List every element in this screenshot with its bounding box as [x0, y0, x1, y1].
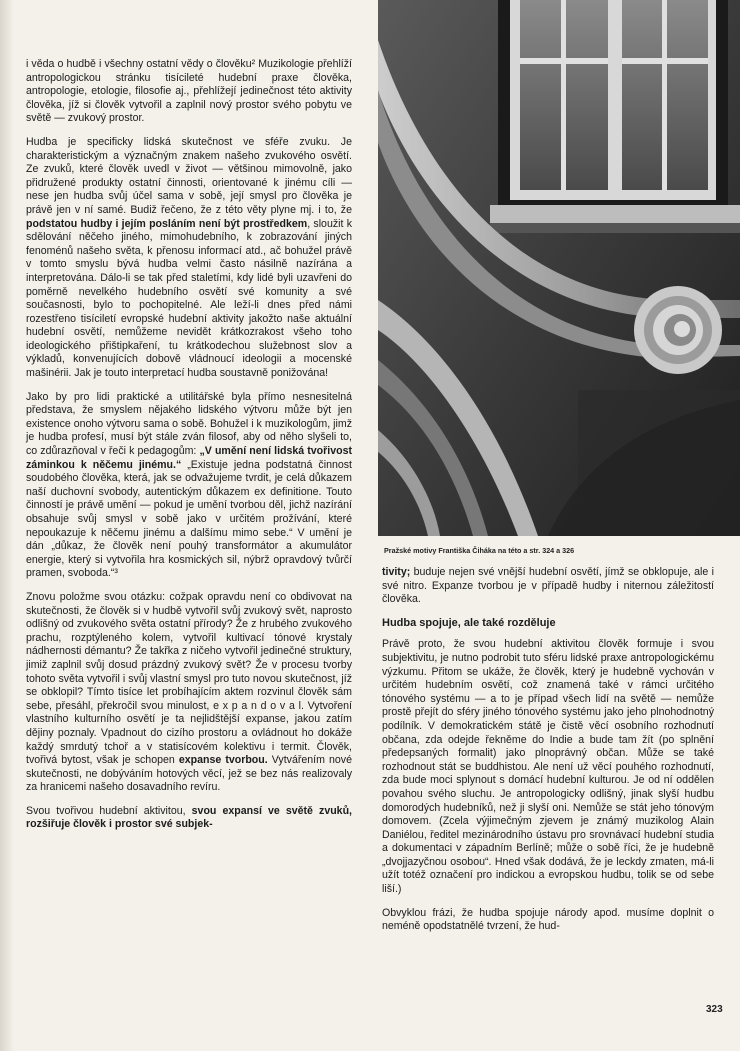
section-heading: Hudba spojuje, ale také rozděluje: [382, 616, 556, 629]
right-paragraph-1: [382, 566, 714, 607]
left-paragraph-5: [26, 805, 352, 832]
left-paragraph-4-text-c: Vytvářením nové skutečnosti, ne dobýváním hotových věcí, jež se bez nás realizovaly za hranicemi našeho dosavadního revíru.: [26, 754, 352, 794]
architecture-photo: [378, 0, 740, 536]
left-paragraph-3-text-c: „Existuje jedna podstatná činnost soudobého člověka, která, jak se odvažujeme tvrdit, je celá důkazem naší duchovní svobody, autentickým důkazem ex definitione. Touto činností je právě umění — pokud je umění tvorbou děl, jichž nazírání obsahuje svůj smysl v sobě jako v určitém prožívání, které nepoukazuje k něčemu jinému a dalšímu mimo sebe.“ V umění je dán „důkaz, že člověk není pouhý transformátor a akumulátor energie, který si vytvořila hra kosmických sil, nýbrž opravdový tvůrčí pramen, svoboda.“³: [26, 458, 352, 580]
right-paragraph-1-text: buduje nejen své vnější hudební osvětí, jímž se obklopuje, ale i své nitro. Expanze tvorbou je v případě hudby i niternou záležitostí člověka.: [382, 566, 714, 606]
left-paragraph-5-text-a: Svou tvořivou hudební aktivitou,: [26, 804, 192, 817]
page-number: 323: [706, 1004, 723, 1015]
baroque-window-illustration: [378, 0, 740, 536]
left-paragraph-3: [26, 391, 352, 581]
left-paragraph-4: [26, 591, 352, 795]
left-paragraph-2-text-a: Hudba je specificky lidská skutečnost ve sféře zvuku. Je charakteristickým a význačným znakem našeho zvukového osvětí. Ze zvuků, které člověk uvedl v život — většinou mimovolně, jako přidružené produkty ostatní činnosti, orientované k jinému cíli — nese jen hudba svůj účel sama v sobě, její smysl pro člověka je právě jen v ní samé. Budiž řečeno, že z této věty plyne mj. i to, že: [26, 135, 352, 216]
right-paragraph-3: Obvyklou frázi, že hudba spojuje národy apod. musíme doplnit o neméně opodstatnělé tvrzení, že hud-: [382, 906, 714, 933]
left-paragraph-2: [26, 136, 352, 381]
right-text-column: [382, 566, 714, 944]
left-paragraph-3-bold: „V umění není lidská tvořivost záminkou k něčemu jinému.“: [26, 445, 352, 471]
left-paragraph-2-bold: podstatou hudby i jejím posláním není být prostředkem: [26, 217, 308, 230]
photo-caption: Pražské motivy Františka Čiháka na této a str. 324 a 326: [384, 546, 575, 555]
right-paragraph-2: Právě proto, že svou hudební aktivitou člověk formuje i svou subjektivitu, je nutno podrobit tuto sféru lidské praxe antropologickému výzkumu. Přitom se ukáže, že člověk, který je hudebně vychován v určitém hudebním osvětí, což znamená také v rámci určitého tónového systému — a to je případ všech lidí na světě — nemůže prostě přejít do sféry jiného tónového systému jako jeho plnohodnotný podílník. V demokratickém státě je čistě věcí osobního rozhodnutí občana, zda odejde řekněme do Indie a bude tam žít (po splnění předepsaných formalit) jako plnoprávný občan. Může se také rozhodnout stát se buddhistou. Ale není už věcí pouhého rozhodnutí, zda bude moci splynout s domácí hudební kulturou. Je od ní oddělen povahou svého sluchu. Je antropologicky odlišný, jinak slyší hudbu domorodých hudebníků, než ji slyší oni. Nemůže se stát jeho tónovým domovem. (Zcela výjimečným zjevem je známý muzikolog Alain Daniélou, ředitel mezinárodního ústavu pro srovnávací hudební studia a dokumentaci v západním Berlíně; může o sobě říci, že je hudebně „dvojjazyčnou osobou“. Hned však dodává, že je leckdy zmaten, má-li užít totéž označení pro indickou a evropskou hudbu, tolik se od sebe liší.): [382, 638, 714, 896]
left-paragraph-1: i věda o hudbě i všechny ostatní vědy o člověku² Muzikologie přehlíží antropologickou stránku tisícileté hudební praxe člověka, antropologie, etologie, filosofie aj., přehlížejí jedinečnost této aktivity člověka, jíž si člověk vytvořil a zaplnil nový prostor svého pobytu ve světě — zvukový prostor.: [26, 58, 352, 125]
left-paragraph-4-text-a: Znovu položme svou otázku: cožpak opravdu není co obdivovat na skutečnosti, že člověk si v hudbě vytvořil svůj zvukový svět, naprosto odlišný od zvukového světa ostatní přírody? Že z hrubého zvukového prachu, rozptýleného kolem, vytvořil kultivací tónové krystaly nádhernosti démantu? Že takřka z ničeho vytvořil jedinečné struktury, jimiž zaplnil svůj dosud prázdný zvukový svět? Že v procesu tvorby tohoto světa vytvořil i svůj vlastní smysl pro tuto novou skutečnost, jíž se obklopil? Tímto tisíce let probíhajícím aktem rozvinul člověk sám sebe, přesáhl, překročil svou minulost, e x p a n d o v a l. Vytvoření vlastního kulturního osvětí je ta nejlidštější expanse, jakou zatím dějiny poznaly. Vpadnout do cizího prostoru a ovládnout ho dokáže každý smrdutý tchoř a v statisícovém kolektivu i termit. Člověk, tvořivá bytost, však je schopen: [26, 590, 352, 767]
right-paragraph-1-bold: tivity;: [382, 566, 411, 578]
left-paragraph-5-bold: svou expansí ve světě zvuků, rozšiřuje člověk i prostor své subjek-: [26, 804, 352, 831]
left-text-column: [26, 58, 352, 840]
left-paragraph-3-text-a: Jako by pro lidi praktické a utilitářské byla přímo nesnesitelná představa, že smyslem nějakého lidského výtvoru může být jen existence onoho výtvoru sama o sobě. Bohužel i k muzikologům, jimž je hudba profesí, musí být stále zván filosof, aby od něho slyšeli to, co zdůrazňoval v řeči k pedagogům:: [26, 390, 352, 458]
left-paragraph-2-text-c: , sloužit k sdělování něčeho jiného, mimohudebního, k zobrazování jiných fenoménů našeho světa, k přenosu informací atd., ač bohužel právě v tomto smyslu bývá hudba velmi často násilně nazírána a interpretována. Dálo-li se tak před staletími, kdy lidé byli uzavřeni do poměrně nevelkého hudebního osvětí své komunity a své současnosti, bylo to pochopitelné. Ale leží-li dnes před námi rozestřeno tisíciletí evropské hudební aktivity jakožto naše aktuální hudební osvětí, nemůžeme nevidět krátkozrakost všeho toho ideologického přištipkaření, tu krátkodechou služebnost slov a výkladů, konvenujících dobově vládnoucí ideologii a mocenské mašinérii. Jak je touto interpretací hudba soustavně ponižována!: [26, 217, 352, 380]
left-paragraph-4-bold: expanse tvorbou.: [178, 754, 268, 767]
page-gutter-shadow: [0, 0, 14, 1051]
